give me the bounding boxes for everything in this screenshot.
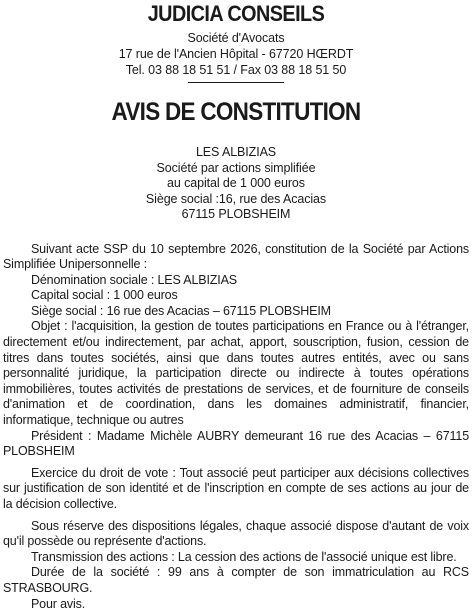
paragraph-capital: Capital social : 1 000 euros xyxy=(3,288,469,304)
paragraph-president: Président : Madame Michèle AUBRY demeurant 16 rue des Acacias – 67115 PLOBSHEIM xyxy=(3,429,469,460)
company-city: 67115 PLOBSHEIM xyxy=(3,207,469,223)
firm-address: 17 rue de l'Ancien Hôpital - 67720 HŒRDT xyxy=(3,46,469,62)
paragraph-purpose: Objet : l'acquisition, la gestion de toutes participations en France ou à l'étranger, directement et/ou indirectement, par achat, apport, souscription, fusion, cession de titres dans toutes sociétés, ainsi que dans toutes autres entités, avec ou sans personnalité juridique, la participation directe ou indirecte à toutes opérations immobilières, toutes activités de prestations de services, et de fourniture de conseils d'animation et de coordination, dans les domaines administratif, financier, informatique, technique ou autres xyxy=(3,319,469,428)
paragraph-transfer: Transmission des actions : La cession des actions de l'associé unique est libre. xyxy=(3,550,469,566)
legal-notice-page xyxy=(0,2,473,563)
notice-title: AVIS DE CONSTITUTION xyxy=(26,97,445,127)
header-divider xyxy=(188,82,284,83)
company-name: LES ALBIZIAS xyxy=(3,145,469,161)
paragraph-votes: Sous réserve des dispositions légales, chaque associé dispose d'autant de voix qu'il possède ou représente d'actions. xyxy=(3,519,469,550)
paragraph-voting-rights: Exercice du droit de vote : Tout associé peut participer aux décisions collectives sur justification de son identité et de l'inscription en compte de ses actions au jour de la décision collective. xyxy=(3,466,469,513)
firm-contact-block xyxy=(3,30,469,78)
firm-type: Société d'Avocats xyxy=(3,30,469,46)
paragraph-seat: Siège social : 16 rue des Acacias – 67115 PLOBSHEIM xyxy=(3,304,469,320)
company-block xyxy=(3,145,469,223)
firm-phone-fax: Tel. 03 88 18 51 51 / Fax 03 88 18 51 50 xyxy=(3,62,469,78)
company-form: Société par actions simplifiée xyxy=(3,161,469,177)
paragraph-duration: Durée de la société : 99 ans à compter de son immatriculation au RCS STRASBOURG. xyxy=(3,565,469,596)
company-capital: au capital de 1 000 euros xyxy=(3,176,469,192)
paragraph-name: Dénomination sociale : LES ALBIZIAS xyxy=(3,273,469,289)
paragraph-deed: Suivant acte SSP du 10 septembre 2026, constitution de la Société par Actions Simplifiée Unipersonnelle : xyxy=(3,242,469,273)
company-seat: Siège social :16, rue des Acacias xyxy=(3,192,469,208)
notice-body xyxy=(3,242,469,612)
firm-name: JUDICIA CONSEILS xyxy=(26,2,445,26)
paragraph-closing: Pour avis. xyxy=(3,597,469,612)
